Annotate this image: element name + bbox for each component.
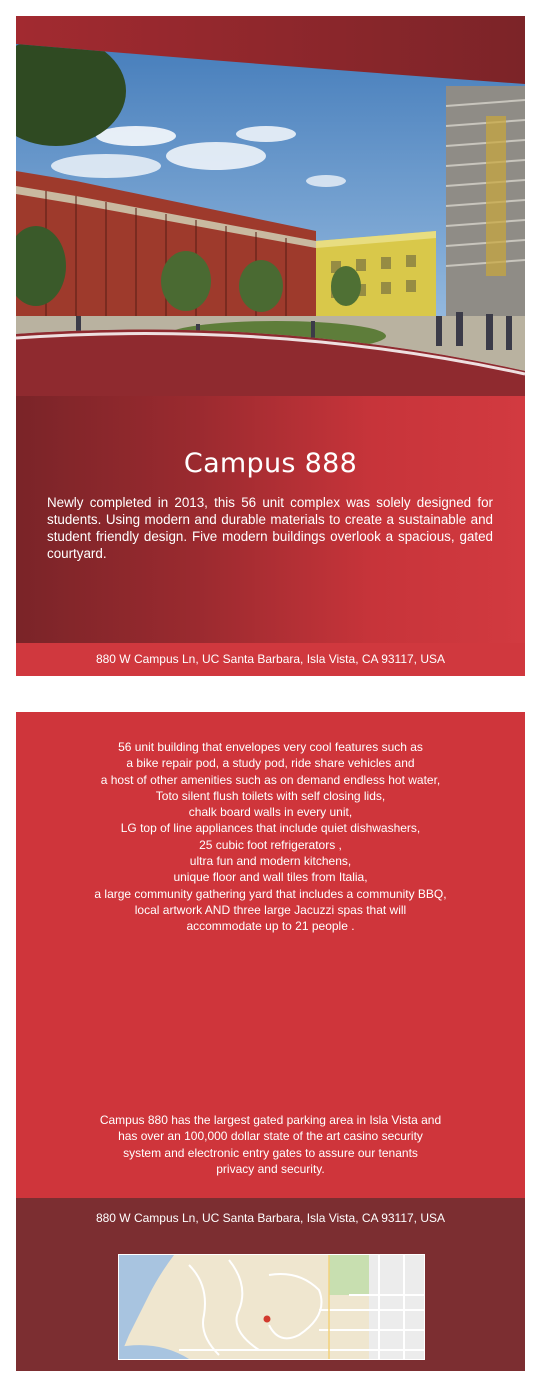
footer-address: 880 W Campus Ln, UC Santa Barbara, Isla Vista, CA 93117, USA — [95, 1211, 446, 1225]
parking-paragraph — [36, 1112, 505, 1177]
parking-line: has over an 100,000 dollar state of the art casino security — [118, 1129, 423, 1144]
features-line: a large community gathering yard that includes a community BBQ, — [94, 886, 447, 901]
map-marker-icon — [264, 1316, 271, 1323]
property-title: Campus 888 — [183, 448, 358, 479]
features-line: ultra fun and modern kitchens, — [189, 854, 352, 869]
features-line: a host of other amenities such as on demand endless hot water, — [100, 772, 441, 787]
features-line: unique floor and wall tiles from Italia, — [173, 870, 368, 885]
brochure-back-panel — [16, 712, 525, 1371]
features-line: Toto silent flush toilets with self closing lids, — [155, 788, 386, 803]
location-map[interactable] — [118, 1254, 425, 1360]
address-bar — [16, 643, 525, 676]
campus-building-rendering — [16, 16, 525, 396]
features-line: a bike repair pod, a study pod, ride share vehicles and — [126, 756, 415, 771]
parking-line: system and electronic entry gates to assure our tenants — [123, 1145, 418, 1160]
parking-line: Campus 880 has the largest gated parking area in Isla Vista and — [99, 1113, 442, 1127]
parking-line: privacy and security. — [216, 1161, 325, 1176]
property-description: Newly completed in 2013, this 56 unit complex was solely designed for students. Using modern and durable materials to create a sustainable and student friendly design. Five modern buildings overlook a spacious, gated courtyard. — [47, 495, 493, 561]
features-line: 25 cubic foot refrigerators , — [199, 837, 342, 852]
footer — [16, 1198, 525, 1371]
features-line: accommodate up to 21 people . — [186, 919, 355, 934]
features-line: LG top of line appliances that include quiet dishwashers, — [120, 821, 421, 836]
features-paragraph — [36, 739, 505, 935]
features-line: chalk board walls in every unit, — [188, 805, 353, 820]
brochure-front-panel — [16, 16, 525, 676]
features-line: 56 unit building that envelopes very cool features such as — [118, 740, 423, 754]
features-line: local artwork AND three large Jacuzzi spas that will — [134, 902, 407, 917]
property-address: 880 W Campus Ln, UC Santa Barbara, Isla Vista, CA 93117, USA — [95, 652, 446, 666]
